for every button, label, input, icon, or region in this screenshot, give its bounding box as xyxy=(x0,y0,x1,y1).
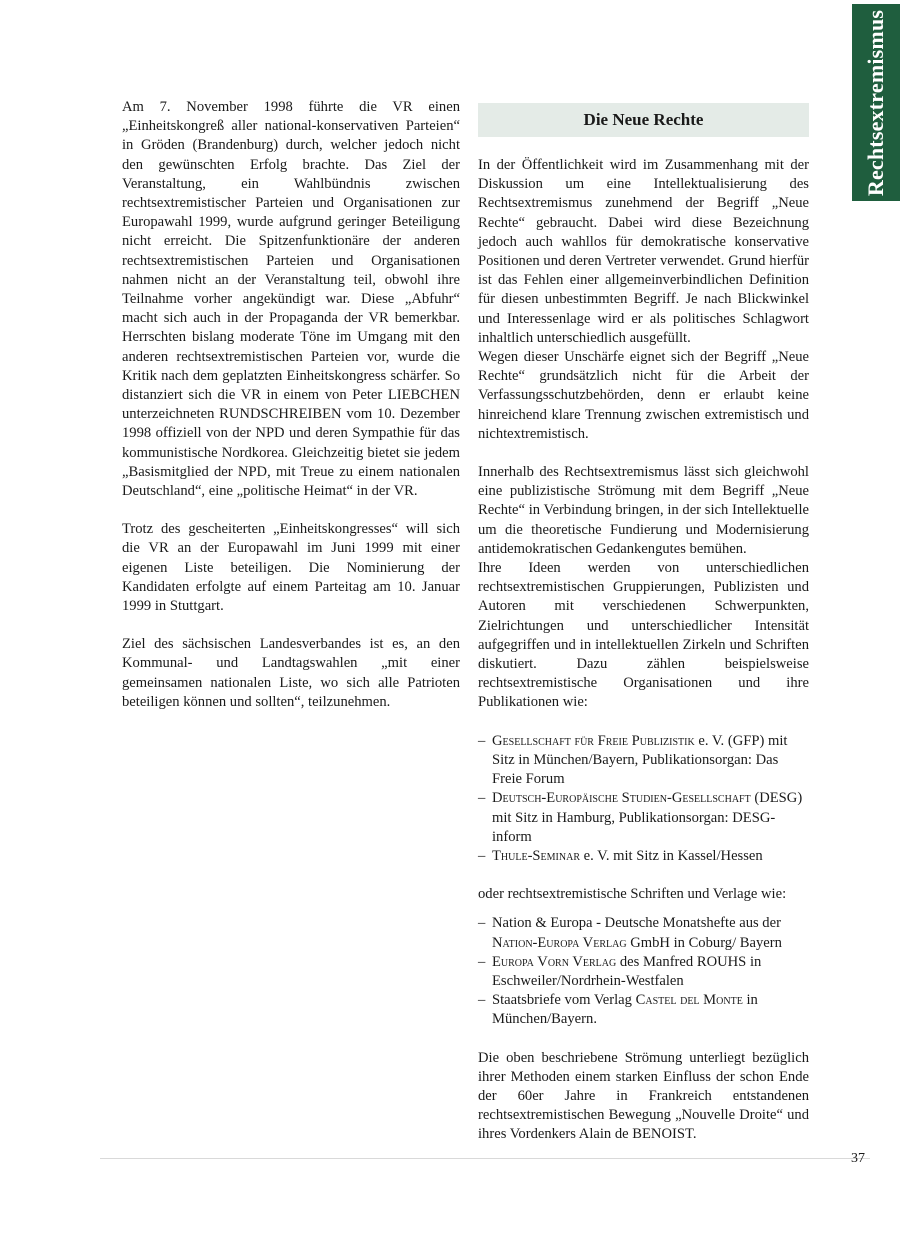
organisation-list xyxy=(478,732,809,866)
left-column xyxy=(122,98,460,712)
list-item: – Thule-Seminar e. V. mit Sitz in Kassel/Hessen xyxy=(478,847,809,866)
right-paragraph-6: Die oben beschriebene Strömung unterliegt bezüglich ihrer Methoden einem starken Einfluss der schon Ende der 60er Jahre in Frankreich entstandenen rechtsextremistischen Bewegung „Nouvelle Droite“ und ihres Vordenkers Alain de BENOIST. xyxy=(478,1049,809,1143)
right-paragraph-2: Wegen dieser Unschärfe eignet sich der Begriff „Neue Rechte“ grundsätzlich nicht für die Arbeit der Verfassungsschutzbehörden, denn er erlaubt keine hinreichend klare Trennung zwischen extremistisch und nichtextremistisch. xyxy=(478,349,809,442)
section-heading: Die Neue Rechte xyxy=(583,110,704,129)
list-item: – Gesellschaft für Freie Publizistik e. V. (GFP) mit Sitz in München/Bayern, Publikationsorgan: Das Freie Forum xyxy=(478,732,809,790)
right-paragraph-5: oder rechtsextremistische Schriften und Verlage wie: xyxy=(478,886,787,903)
section-tab-label: Rechtsextremismus xyxy=(863,9,889,196)
left-paragraph-1: Am 7. November 1998 führte die VR einen „Einheitskongreß aller national-konservativen Parteien“ in Gröden (Brandenburg) durch, welcher jedoch nicht den gewünschten Erfolg brachte. Das Ziel der Veranstaltung, ein Wahlbündnis zwischen rechtsextremistischer Parteien und Organisationen zur Europawahl 1999, wurde aufgrund geringer Beteiligung nicht erreicht. Die Spitzenfunktionäre der anderen rechtsextremistischen Parteien und Organisationen nahmen nicht an der Veranstaltung teil, obwohl ihre Teilnahme vorher angekündigt war. Diese „Abfuhr“ macht sich auch in der Propaganda der VR bemerkbar. Herrschten bislang moderate Töne im Umgang mit den anderen rechtsextremistischen Parteien vor, wurde die Kritik nach dem geplatzten Einheitskongress schärfer. So distanziert sich die VR in einem von Peter LIEBCHEN unterzeichneten RUNDSCHREIBEN vom 10. Dezember 1998 offiziell von der NPD und deren Sympathie für das kommunistische Nordkorea. Gleichzeitig bietet sie jedem „Basismitglied der NPD, mit Treue zu einem nationalen Deutschland“, eine „politische Heimat“ in der VR. xyxy=(122,99,460,500)
list-item: – Nation & Europa - Deutsche Monatshefte aus der Nation-Europa Verlag GmbH in Coburg/ Bayern xyxy=(478,914,809,952)
right-paragraph-3: Innerhalb des Rechtsextremismus lässt sich gleichwohl eine publizistische Strömung mit dem Begriff „Neue Rechte“ in Verbindung bringen, in der sich Intellektuelle um die theoretische Fundierung und Modernisierung antidemokratischen Gedankengutes bemühen. xyxy=(478,464,809,557)
list-item: – Deutsch-Europäische Studien-Gesellschaft (DESG) mit Sitz in Hamburg, Publikationsorgan: DESG-inform xyxy=(478,789,809,847)
section-tab xyxy=(852,4,900,201)
publication-list xyxy=(478,914,809,1029)
list-item: – Staatsbriefe vom Verlag Castel del Monte in München/Bayern. xyxy=(478,991,809,1029)
footer-divider xyxy=(100,1158,870,1159)
page-number: 37 xyxy=(851,1151,865,1166)
right-column xyxy=(478,156,809,1145)
list-item: – Europa Vorn Verlag des Manfred ROUHS in Eschweiler/Nordrhein-Westfalen xyxy=(478,953,809,991)
right-paragraph-1: In der Öffentlichkeit wird im Zusammenhang mit der Diskussion um eine Intellektualisierung des Rechtsextremismus zunehmend der Begriff „Neue Rechte“ gebraucht. Dabei wird diese Bezeichnung jedoch auch wahllos für demokratische konservative Positionen und deren Vertreter verwendet. Grund hierfür ist das Fehlen einer allgemeinverbindlichen Definition für diesen unbestimmten Begriff. Je nach Blickwinkel und Interessenlage wird er als politisches Schlagwort inhaltlich unterschiedlich ausgefüllt. xyxy=(478,157,809,346)
left-paragraph-2: Trotz des gescheiterten „Einheitskongresses“ will sich die VR an der Europawahl im Juni 1999 mit einer eigenen Liste beteiligen. Die Nominierung der Kandidaten erfolgte auf einem Parteitag am 10. Januar 1999 in Stuttgart. xyxy=(122,521,460,615)
left-paragraph-3: Ziel des sächsischen Landesverbandes ist es, an den Kommunal- und Landtagswahlen „mit einer gemeinsamen nationalen Liste, wo sich alle Patrioten beteiligen können und sollten“, teilzunehmen. xyxy=(122,636,460,710)
section-heading-box xyxy=(478,103,809,137)
right-paragraph-4: Ihre Ideen werden von unterschiedlichen rechtsextremistischen Gruppierungen, Publizisten und Autoren mit verschiedenen Schwerpunkten, Zielrichtungen und unterschiedlicher Intensität aufgegriffen und in intellektuellen Zirkeln und Schriften diskutiert. Dazu zählen beispielsweise rechtsextremistische Organisationen und ihre Publikationen wie: xyxy=(478,560,809,711)
